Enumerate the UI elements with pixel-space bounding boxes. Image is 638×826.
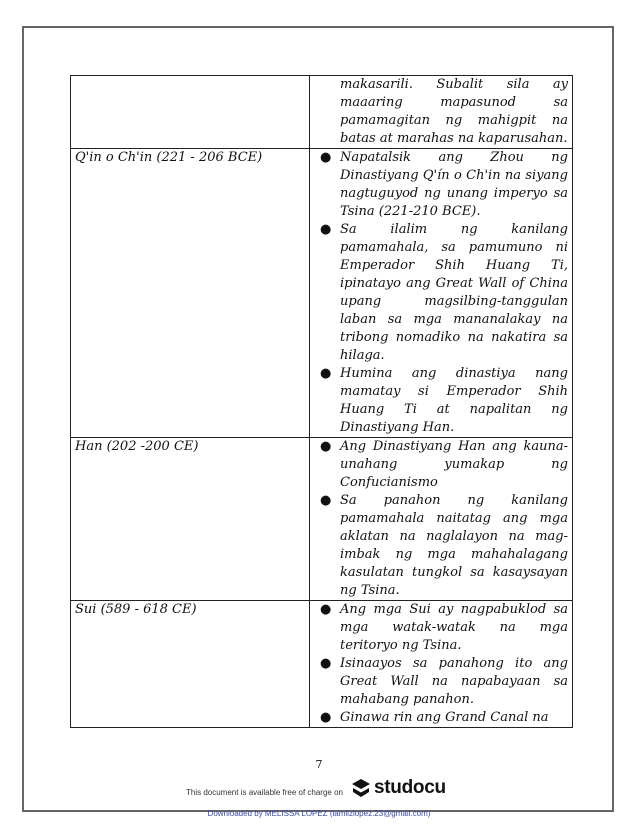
description-cell [310,438,573,601]
list-item [314,601,568,655]
studocu-logo-icon [350,777,372,799]
description-cell [310,149,573,438]
list-item [314,438,568,492]
table-row [71,149,573,438]
dynasty-table [70,75,573,728]
bullet-icon: ● [320,493,332,508]
table-row [71,76,573,149]
list-item-text: Ang Dinastiyang Han ang kauna-unahang yumakap ng Confucianismo [340,439,568,490]
bullet-icon: ● [320,656,332,671]
period-cell: Q'in o Ch'in (221 - 206 BCE) [71,149,310,438]
list-item-text: Ginawa rin ang Grand Canal na [340,710,549,725]
page-number: 7 [315,758,323,771]
list-item [314,655,568,709]
list-item-text: Isinaayos sa panahong ito ang Great Wall na napabayaan sa mahabang panahon. [340,656,568,707]
bullet-icon: ● [320,366,332,381]
period-cell: Han (202 -200 CE) [71,438,310,601]
table-row [71,438,573,601]
list-item [314,365,568,437]
bullet-icon: ● [320,439,332,454]
bullet-icon: ● [320,602,332,617]
bullet-icon: ● [320,222,332,237]
description-cell [310,601,573,728]
bullet-icon: ● [320,710,332,725]
list-item-text: Sa panahon ng kanilang pamamahala naitatag ang mga aklatan na naglalayon na mag-imbak ng mga mahahalagang kasulatan tungkol sa kasaysayan ng Tsina. [340,493,568,598]
studocu-logo-link[interactable] [350,777,446,799]
continued-text: makasarili. Subalit sila ay maaaring mapasunod sa pamamagitan ng mahigpit na batas at marahas na kaparusahan. [340,77,568,146]
list-item [314,149,568,221]
availability-note: This document is available free of charge on [186,788,343,797]
description-cell [310,76,573,149]
list-item [314,492,568,600]
list-item-text: Sa ilalim ng kanilang pamamahala, sa pamumuno ni Emperador Shih Huang Ti, ipinatayo ang Great Wall of China upang magsilbing-tanggulan laban sa mga mananalakay na tribong nomadiko na nakatira sa hilaga. [340,222,568,363]
period-cell: Sui (589 - 618 CE) [71,601,310,728]
list-item-text: Humina ang dinastiya nang mamatay si Emperador Shih Huang Ti at napalitan ng Dinastiyang Han. [340,366,568,435]
list-item-text: Ang mga Sui ay nagpabuklod sa mga watak-watak na mga teritoryo ng Tsina. [340,602,568,653]
studocu-wordmark: studocu [374,777,446,798]
period-cell [71,76,310,149]
bullet-icon: ● [320,150,332,165]
download-note: Downloaded by MELISSA LOPEZ (iamlizlopez.23@gmail.com) [207,809,431,818]
list-item-text: Napatalsik ang Zhou ng Dinastiyang Q'ín o Ch'in na siyang nagtuguyod ng unang imperyo sa Tsina (221-210 BCE). [340,150,568,219]
table-row [71,601,573,728]
list-item [314,221,568,365]
list-item [314,709,568,727]
